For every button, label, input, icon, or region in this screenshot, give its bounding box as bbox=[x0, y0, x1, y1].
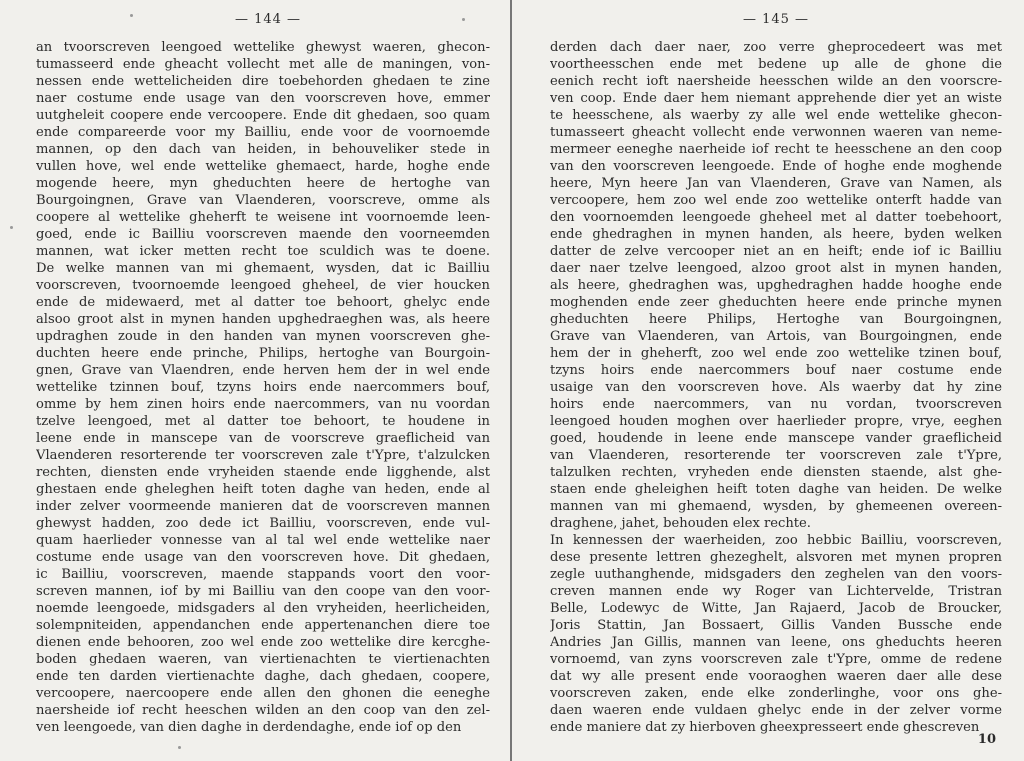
text-line: goed, houdende in leene ende manscepe vander graeflicheid bbox=[550, 431, 1002, 446]
signature-mark: 10 bbox=[977, 732, 996, 747]
text-line: tumasseerd ende gheacht vollecht met alle de maningen, von- bbox=[36, 57, 490, 72]
text-line: mogende heere, myn gheduchten heere de hertoghe van bbox=[36, 176, 490, 191]
text-line: wettelike tzinnen bouf, tzyns hoirs ende naercommers bouf, bbox=[36, 380, 490, 395]
text-line: vercoopere, hem zoo wel ende zoo wettelike onterft hadde van bbox=[550, 193, 1002, 208]
text-line: leengoed houden moghen over haerlieder propre, vrye, eeghen bbox=[550, 414, 1002, 429]
text-line: naer costume ende usage van den voorscreven hove, emmer bbox=[36, 91, 490, 106]
text-line: Joris Stattin, Jan Bossaert, Gillis Vanden Bussche ende bbox=[550, 618, 1002, 633]
text-line: vornoemd, van zyns voorscreven zale t'Ypre, omme de redene bbox=[550, 652, 1002, 667]
text-line: dat wy alle present ende vooraoghen waeren daer alle dese bbox=[550, 669, 1002, 684]
text-line: dienen ende behooren, zoo wel ende zoo wettelike dire kercghe- bbox=[36, 635, 490, 650]
text-line: tumasseert gheacht vollecht ende verwonnen waeren van neme- bbox=[550, 125, 1002, 140]
right-page-body bbox=[550, 39, 1002, 736]
text-line: voorscreven zaken, ende elke zonderlinghe, voor ons ghe- bbox=[550, 686, 1002, 701]
text-line: voortheesschen ende met bedene up alle de ghone die bbox=[550, 57, 1002, 72]
text-line: ende maniere dat zy hierboven gheexpresseert ende ghescreven bbox=[550, 720, 980, 735]
text-line: mannen van mi ghemaend, wysden, by ghemeenen overeen- bbox=[550, 499, 1002, 514]
text-line: ghestaen ende gheleghen heift toten daghe van heden, ende al bbox=[36, 482, 490, 497]
text-line: rechten, diensten ende vryheiden staende ende ligghende, alst bbox=[36, 465, 490, 480]
text-line: tzelve leengoed, met al datter toe behoort, te houdene in bbox=[36, 414, 490, 429]
text-line: naersheide iof recht heeschen wilden an den coop van den zel- bbox=[36, 703, 490, 718]
text-line: De welke mannen van mi ghemaent, wysden, dat ic Bailliu bbox=[36, 261, 490, 276]
text-line: alsoo groot alst in mynen handen upghedraeghen was, als heere bbox=[36, 312, 490, 327]
text-line: datter de zelve vercooper niet an en heift; ende iof ic Bailliu bbox=[550, 244, 1002, 259]
text-line: hem der in gheherft, zoo wel ende zoo wettelike tzinen bouf, bbox=[550, 346, 1002, 361]
text-line: den voornoemden leengoede gheheel met al datter toebehoort, bbox=[550, 210, 1002, 225]
text-line: ven coop. Ende daer hem niemant apprehende dier yet an wiste bbox=[550, 91, 1002, 106]
text-line: te heesschene, als waerby zy alle wel ende wettelike ghecon- bbox=[550, 108, 1002, 123]
text-line: coopere al wettelike gheherft te weisene int voornoemde leen- bbox=[36, 210, 490, 225]
paper-speck bbox=[462, 18, 465, 21]
page-number-left: — 144 — bbox=[234, 12, 302, 27]
page-number-right: — 145 — bbox=[742, 12, 810, 27]
text-line: dese presente lettren ghezeghelt, alsvoren met mynen propren bbox=[550, 550, 1002, 565]
text-line: quam haerlieder vonnesse van al tal wel ende wettelike naer bbox=[36, 533, 490, 548]
text-line: gnen, Grave van Vlaendren, ende herven hem der in wel ende bbox=[36, 363, 490, 378]
left-page-body bbox=[36, 39, 490, 736]
text-line: daen waeren ende vuldaen ghelyc ende in der zelver vorme bbox=[550, 703, 1002, 718]
text-line: screven mannen, iof by mi Bailliu van den coope van den voor- bbox=[36, 584, 490, 599]
text-line: daer naer tzelve leengoed, alzoo groot alst in mynen handen, bbox=[550, 261, 1002, 276]
text-line: ende ghedraghen in mynen handen, als heere, byden welken bbox=[550, 227, 1002, 242]
text-line: duchten heere ende prinche, Philips, hertoghe van Bourgoin- bbox=[36, 346, 490, 361]
text-line: boden ghedaen waeren, van viertienachten te viertienachten bbox=[36, 652, 490, 667]
text-line: Bourgoingnen, Grave van Vlaenderen, voorscreve, omme als bbox=[36, 193, 490, 208]
text-line: costume ende usage van den voorscreven hove. Dit ghedaen, bbox=[36, 550, 490, 565]
text-line: noemde leengoede, midsgaders al den vryheiden, heerlicheiden, bbox=[36, 601, 490, 616]
text-line: vercoopere, naercoopere ende allen den ghonen die eeneghe bbox=[36, 686, 490, 701]
text-line: creven mannen ende wy Roger van Lichtervelde, Tristran bbox=[550, 584, 1002, 599]
text-line: draghene, jahet, behouden elex rechte. bbox=[550, 516, 811, 531]
text-line: als heere, ghedraghen was, upghedraghen hadde hooghe ende bbox=[550, 278, 1002, 293]
text-line: vullen hove, wel ende wettelike ghemaect, harde, hoghe ende bbox=[36, 159, 490, 174]
text-line: omme by hem zinen hoirs ende naercommers, van nu voordan bbox=[36, 397, 490, 412]
text-line: derden dach daer naer, zoo verre gheprocedeert was met bbox=[550, 40, 1002, 55]
text-line: mannen, op den dach van heiden, in behouveliker stede in bbox=[36, 142, 490, 157]
text-line: mermeer eeneghe naerheide iof recht te heesschene an den coop bbox=[550, 142, 1002, 157]
text-line: an tvoorscreven leengoed wettelike ghewyst waeren, ghecon- bbox=[36, 40, 490, 55]
text-line: gheduchten heere Philips, Hertoghe van Bourgoingnen, bbox=[550, 312, 1002, 327]
text-line: staen ende gheleighen heift toten daghe van heiden. De welke bbox=[550, 482, 1002, 497]
text-line: Grave van Vlaenderen, van Artois, van Bourgoingnen, ende bbox=[550, 329, 1002, 344]
text-line: eenich recht ioft naersheide heesschen wilde an den voorscre- bbox=[550, 74, 1002, 89]
left-page bbox=[0, 0, 510, 761]
text-line: zegle uuthanghende, midsgaders den zeghelen van den voors- bbox=[550, 567, 1002, 582]
text-line: solempniteiden, appendanchen ende appertenanchen diere toe bbox=[36, 618, 490, 633]
text-line: nessen ende wettelicheiden dire toebehorden ghedaen te zine bbox=[36, 74, 490, 89]
text-line: goed, ende ic Bailliu voorscreven maende den voorneemden bbox=[36, 227, 490, 242]
text-line: van Vlaenderen, resorterende ter voorscreven zale t'Ypre, bbox=[550, 448, 1002, 463]
text-line: Andries Jan Gillis, mannen van leene, ons gheduchts heeren bbox=[550, 635, 1002, 650]
text-line: Belle, Lodewyc de Witte, Jan Rajaerd, Jacob de Broucker, bbox=[550, 601, 1002, 616]
text-line: ghewyst hadden, zoo dede ict Bailliu, voorscreven, ende vul- bbox=[36, 516, 490, 531]
text-line: uutgheleit coopere ende vercoopere. Ende dit ghedaen, soo quam bbox=[36, 108, 490, 123]
text-line: updraghen zoude in den handen van mynen voorscreven ghe- bbox=[36, 329, 490, 344]
text-line: moghenden ende zeer gheduchten heere ende prinche mynen bbox=[550, 295, 1002, 310]
paper-speck bbox=[10, 226, 13, 229]
text-line: hoirs ende naercommers, van nu vordan, tvoorscreven bbox=[550, 397, 1002, 412]
text-line: van den voorscreven leengoede. Ende of hoghe ende moghende bbox=[550, 159, 1002, 174]
paper-speck bbox=[130, 14, 133, 17]
right-page bbox=[510, 0, 1024, 761]
text-line: inder zelver voormeende manieren dat de voorscreven mannen bbox=[36, 499, 490, 514]
text-line: ende de midewaerd, met al datter toe behoort, ghelyc ende bbox=[36, 295, 490, 310]
text-line: tzyns hoirs ende naercommers bouf naer costume ende bbox=[550, 363, 1002, 378]
text-line: ven leengoede, van dien daghe in derdendaghe, ende iof op den bbox=[36, 720, 462, 735]
text-line: usaige van den voorscreven hove. Als waerby dat hy zine bbox=[550, 380, 1002, 395]
text-line: voorscreven, tvoornoemde leengoed gheheel, de vier houcken bbox=[36, 278, 490, 293]
text-line: ende ten darden viertienachte daghe, dach ghedaen, coopere, bbox=[36, 669, 490, 684]
text-line: heere, Myn heere Jan van Vlaenderen, Grave van Namen, als bbox=[550, 176, 1002, 191]
text-line: leene ende in manscepe van de voorscreve graeflicheid van bbox=[36, 431, 490, 446]
text-line: ic Bailliu, voorscreven, maende stappands voort den voor- bbox=[36, 567, 490, 582]
paper-speck bbox=[178, 746, 181, 749]
text-line: talzulken rechten, vryheden ende diensten staende, alst ghe- bbox=[550, 465, 1002, 480]
text-line: ende compareerde voor my Bailliu, ende voor de voornoemde bbox=[36, 125, 490, 140]
text-line: mannen, wat icker metten recht toe sculdich was te doene. bbox=[36, 244, 490, 259]
text-line: Vlaenderen resorterende ter voorscreven zale t'Ypre, t'alzulcken bbox=[36, 448, 490, 463]
text-line: In kennessen der waerheiden, zoo hebbic Bailliu, voorscreven, bbox=[550, 533, 1002, 548]
